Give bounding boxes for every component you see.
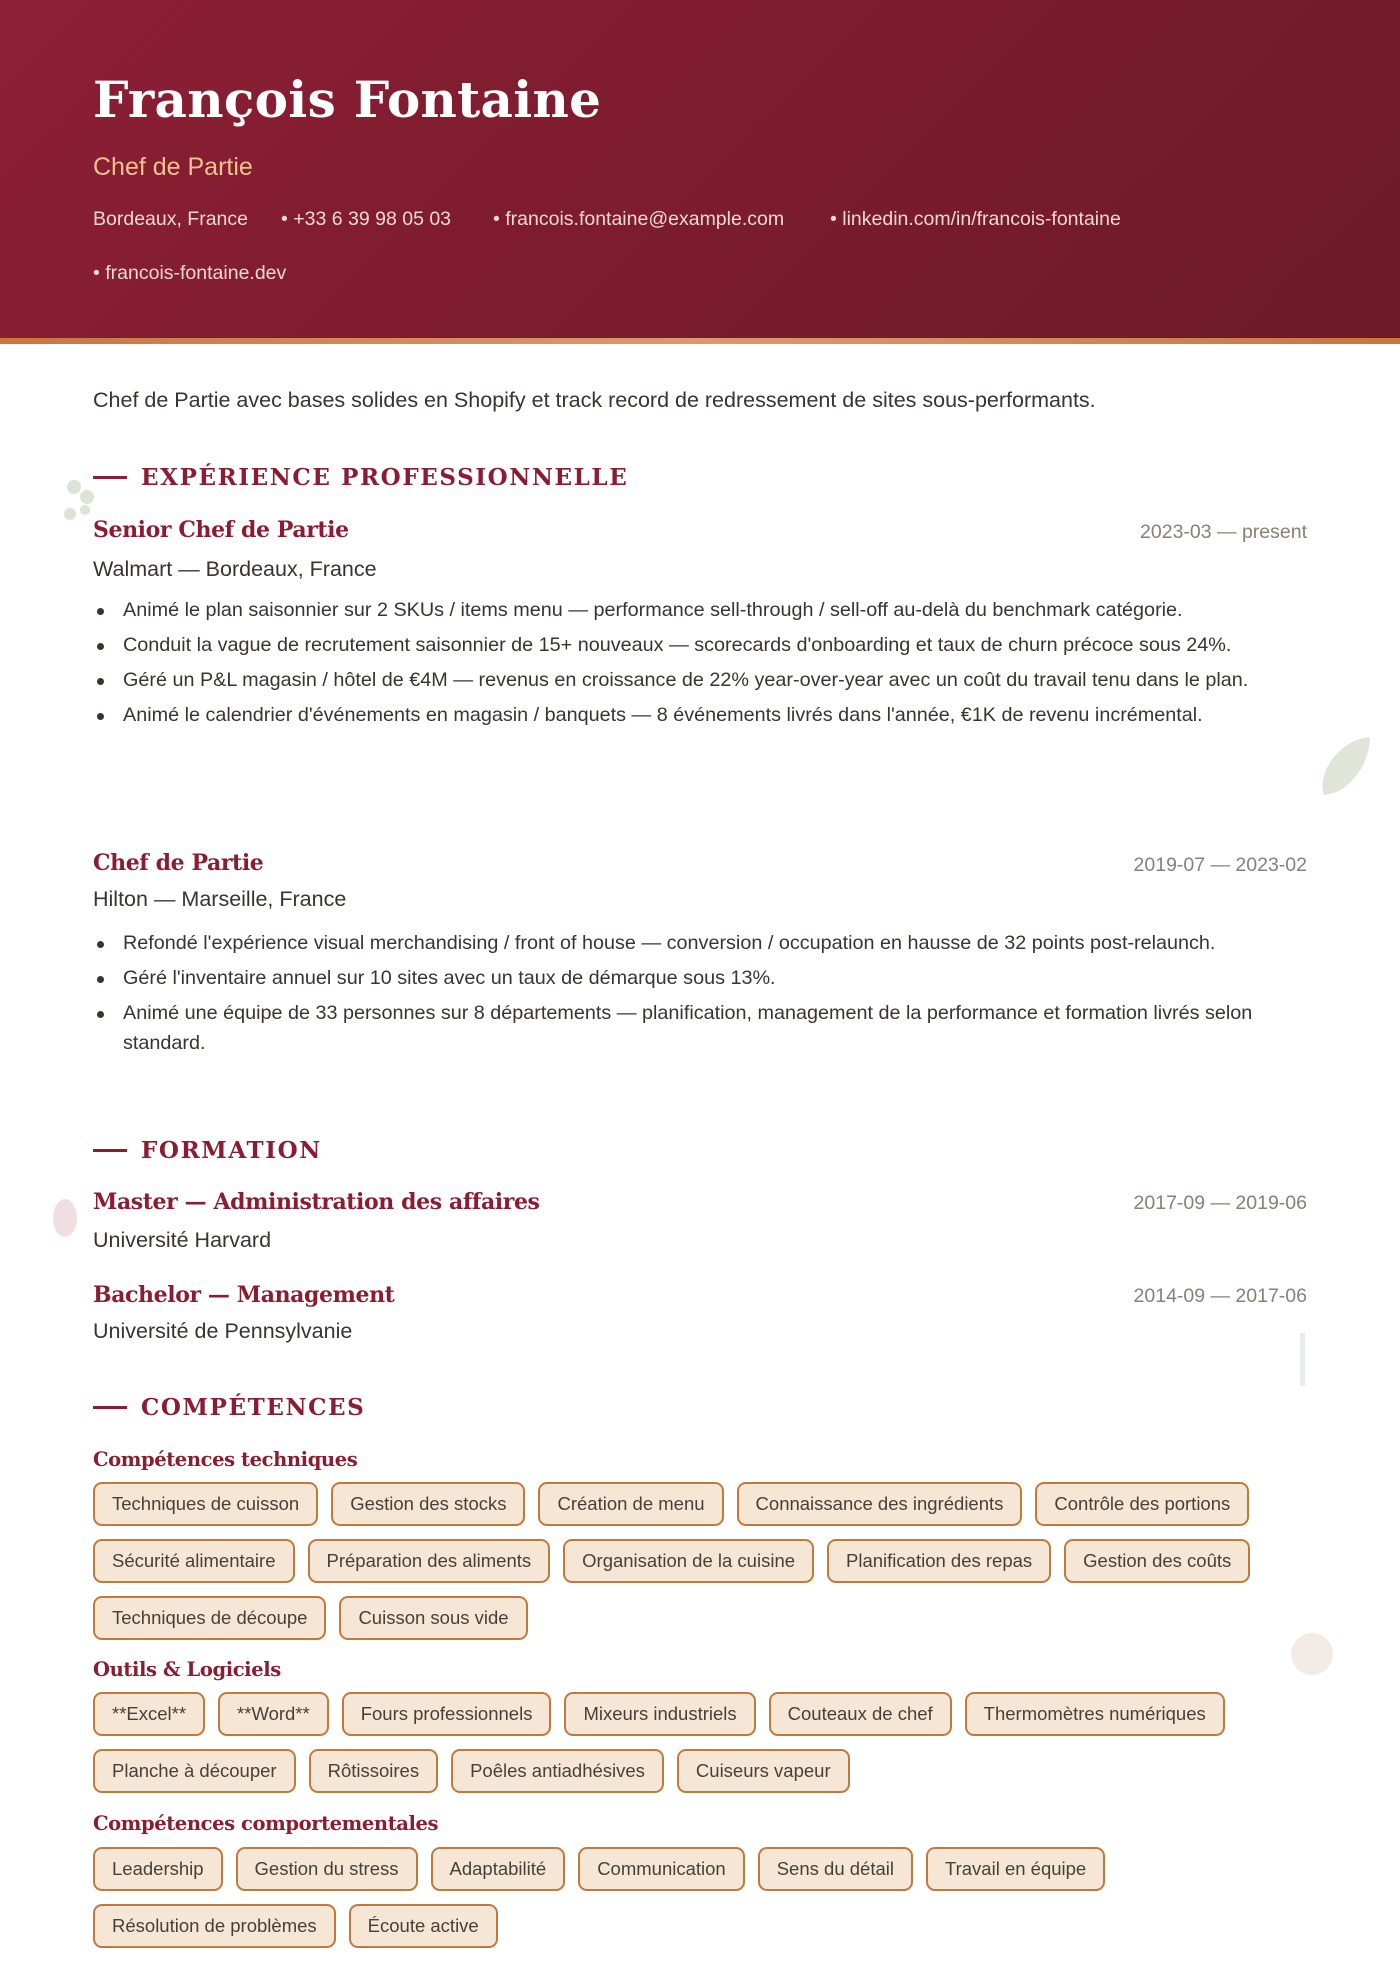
bullet-item: Animé le plan saisonnier sur 2 SKUs / items menu — performance sell-through / sell-off au-delà du benchmark catégorie.	[93, 595, 1311, 625]
section-education-heading	[93, 1133, 322, 1167]
profile-summary: Chef de Partie avec bases solides en Shopify et track record de redressement de sites sous-performants.	[93, 388, 1096, 412]
skill-chip: Thermomètres numériques	[965, 1692, 1225, 1736]
skill-chips-tools	[93, 1692, 1333, 1793]
skill-chip: Couteaux de chef	[769, 1692, 952, 1736]
skill-chip: Travail en équipe	[926, 1847, 1105, 1891]
candidate-role: Chef de Partie	[93, 153, 253, 181]
skill-chip: Cuisson sous vide	[339, 1596, 527, 1640]
skill-chip: Planche à découper	[93, 1749, 296, 1793]
section-title: COMPÉTENCES	[141, 1393, 366, 1421]
job-company: Hilton — Marseille, France	[93, 887, 347, 911]
bullet-item: Refondé l'expérience visual merchandising / front of house — conversion / occupation en hausse de 32 points post-relaunch.	[93, 928, 1311, 958]
job-title: Senior Chef de Partie	[93, 517, 349, 543]
skill-group-title: Compétences comportementales	[93, 1812, 439, 1835]
skill-chip: Fours professionnels	[342, 1692, 552, 1736]
skill-chip: Mixeurs industriels	[564, 1692, 755, 1736]
skill-chip: Sécurité alimentaire	[93, 1539, 295, 1583]
job-bullets	[93, 595, 1311, 735]
skill-chips-technical	[93, 1482, 1333, 1640]
skill-chip: **Word**	[218, 1692, 329, 1736]
job-company: Walmart — Bordeaux, France	[93, 557, 377, 581]
section-experience-heading	[93, 460, 628, 494]
contact-website[interactable]: • francois-fontaine.dev	[93, 262, 287, 284]
skill-chip: Écoute active	[349, 1904, 498, 1948]
degree-title: Master — Administration des affaires	[93, 1189, 540, 1215]
school-name: Université de Pennsylvanie	[93, 1319, 353, 1343]
candidate-name: François Fontaine	[93, 70, 602, 129]
bar-decoration-icon	[1300, 1333, 1305, 1386]
job-dates: 2019-07 — 2023-02	[1133, 854, 1307, 876]
skill-chip: Techniques de découpe	[93, 1596, 326, 1640]
contact-location: Bordeaux, France	[93, 208, 249, 230]
skill-chip: Connaissance des ingrédients	[737, 1482, 1023, 1526]
section-skills-heading	[93, 1390, 365, 1424]
skill-chip: Création de menu	[538, 1482, 723, 1526]
skill-chip: Contrôle des portions	[1035, 1482, 1249, 1526]
skill-chip: Sens du détail	[758, 1847, 913, 1891]
job-title: Chef de Partie	[93, 850, 264, 876]
skill-chip: Communication	[578, 1847, 745, 1891]
bullet-item: Géré un P&L magasin / hôtel de €4M — revenus en croissance de 22% year-over-year avec un coût du travail tenu dans le plan.	[93, 665, 1311, 695]
bullet-item: Géré l'inventaire annuel sur 10 sites avec un taux de démarque sous 13%.	[93, 963, 1311, 993]
degree-dates: 2014-09 — 2017-06	[1133, 1285, 1307, 1307]
bullet-item: Animé le calendrier d'événements en magasin / banquets — 8 événements livrés dans l'année, €1K de revenu incrémental.	[93, 700, 1311, 730]
section-dash	[93, 1149, 127, 1152]
skill-chip: Planification des repas	[827, 1539, 1051, 1583]
skill-chip: Techniques de cuisson	[93, 1482, 318, 1526]
skill-chip: **Excel**	[93, 1692, 205, 1736]
job-dates: 2023-03 — present	[1140, 521, 1307, 543]
skill-chip: Adaptabilité	[431, 1847, 566, 1891]
leaf-decoration-icon	[1314, 733, 1374, 799]
contact-email[interactable]: • francois.fontaine@example.com	[493, 208, 785, 230]
section-title: EXPÉRIENCE PROFESSIONNELLE	[141, 463, 629, 491]
skill-group-title: Compétences techniques	[93, 1448, 358, 1471]
skill-chip: Résolution de problèmes	[93, 1904, 336, 1948]
skill-chip: Cuiseurs vapeur	[677, 1749, 850, 1793]
skill-chip: Organisation de la cuisine	[563, 1539, 814, 1583]
section-title: FORMATION	[141, 1136, 322, 1164]
skill-chip: Gestion du stress	[236, 1847, 418, 1891]
skill-chip: Gestion des stocks	[331, 1482, 525, 1526]
job-bullets	[93, 928, 1311, 1063]
skill-group-title: Outils & Logiciels	[93, 1658, 281, 1681]
school-name: Université Harvard	[93, 1228, 272, 1252]
degree-dates: 2017-09 — 2019-06	[1133, 1192, 1307, 1214]
dots-decoration-icon	[60, 478, 110, 528]
skill-chip: Rôtissoires	[309, 1749, 439, 1793]
contact-linkedin[interactable]: • linkedin.com/in/francois-fontaine	[830, 208, 1121, 230]
contact-phone: • +33 6 39 98 05 03	[281, 208, 452, 230]
skill-chip: Gestion des coûts	[1064, 1539, 1250, 1583]
skill-chip: Poêles antiadhésives	[451, 1749, 664, 1793]
skill-chip: Préparation des aliments	[308, 1539, 551, 1583]
header-accent-rule	[0, 338, 1400, 344]
bullet-item: Animé une équipe de 33 personnes sur 8 départements — planification, management de la performance et formation livrés selon standard.	[93, 998, 1311, 1058]
degree-title: Bachelor — Management	[93, 1282, 395, 1308]
bullet-item: Conduit la vague de recrutement saisonnier de 15+ nouveaux — scorecards d'onboarding et taux de churn précoce sous 24%.	[93, 630, 1311, 660]
petal-decoration-icon	[50, 1197, 82, 1241]
circle-decoration-icon	[1291, 1633, 1333, 1675]
skill-chips-soft	[93, 1847, 1333, 1948]
section-dash	[93, 1406, 127, 1409]
skill-chip: Leadership	[93, 1847, 223, 1891]
